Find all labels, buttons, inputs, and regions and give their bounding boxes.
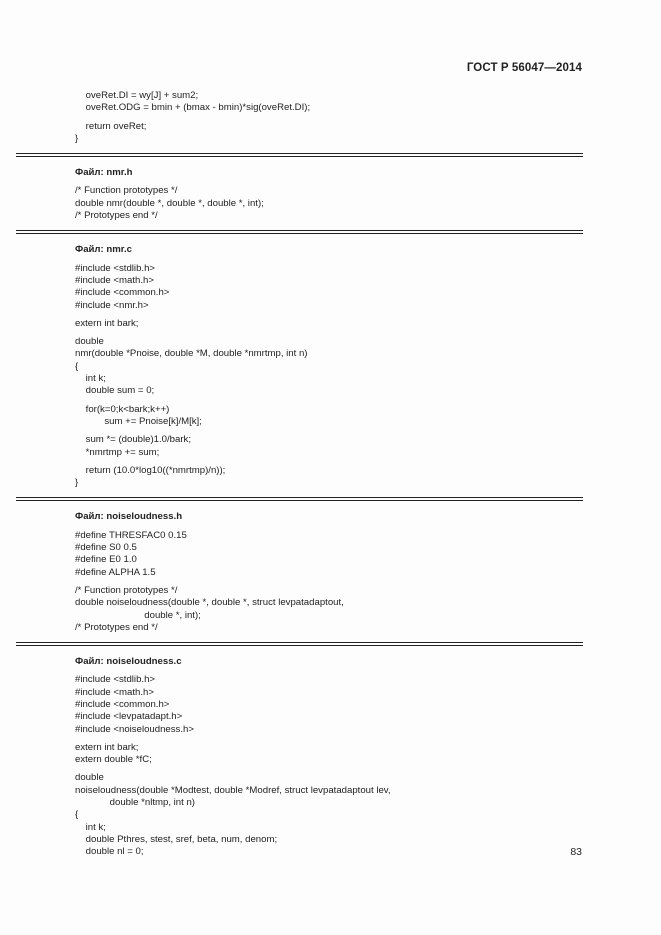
standard-header: ГОСТ Р 56047—2014 xyxy=(466,62,582,74)
section-divider xyxy=(16,230,583,234)
code-line: #define THRESFAC0 0.15 xyxy=(75,529,187,541)
code-line: int k; xyxy=(75,821,106,833)
file-title: Файл: nmr.h xyxy=(75,167,133,179)
code-line: oveRet.DI = wy[J] + sum2; xyxy=(75,90,199,101)
code-line: int k; xyxy=(75,373,106,385)
section-divider xyxy=(16,153,583,157)
code-line: { xyxy=(75,809,79,821)
code-line: #define S0 0.5 xyxy=(75,542,137,554)
code-line: } xyxy=(75,477,79,489)
code-line: return oveRet; xyxy=(75,120,147,132)
code-line: *nmrtmp += sum; xyxy=(75,446,160,458)
code-line: double nmr(double *, double *, double *, int); xyxy=(75,197,264,209)
code-line: double xyxy=(75,336,104,348)
page-number: 83 xyxy=(570,846,582,858)
code-line: oveRet.ODG = bmin + (bmax - bmin)*sig(oveRet.DI); xyxy=(75,102,311,114)
code-line: double sum = 0; xyxy=(75,385,155,397)
section-divider xyxy=(16,497,583,501)
code-line: #define E0 1.0 xyxy=(75,554,137,566)
code-line: { xyxy=(75,360,79,372)
code-line: double Pthres, stest, sref, beta, num, denom; xyxy=(75,833,278,845)
code-line: #include <stdlib.h> xyxy=(75,262,156,274)
code-line: #include <noiseloudness.h> xyxy=(75,723,194,735)
section-divider xyxy=(16,642,583,646)
document-body xyxy=(75,90,583,859)
code-line: #include <math.h> xyxy=(75,686,154,698)
code-line: #include <common.h> xyxy=(75,287,170,299)
code-line: double *nltmp, int n) xyxy=(75,797,195,809)
code-line: double *, int); xyxy=(75,609,201,621)
code-line: #include <levpatadapt.h> xyxy=(75,711,183,723)
code-line: #include <nmr.h> xyxy=(75,299,149,311)
code-line: double xyxy=(75,772,104,784)
code-line: extern int bark; xyxy=(75,741,139,753)
code-line: double noiseloudness(double *, double *, struct levpatadaptout, xyxy=(75,597,344,609)
code-line: sum *= (double)1.0/bark; xyxy=(75,434,191,446)
code-line: sum += Pnoise[k]/M[k]; xyxy=(75,415,202,427)
code-line: double nl = 0; xyxy=(75,846,144,858)
code-line: for(k=0;k<bark;k++) xyxy=(75,403,170,415)
code-line: /* Prototypes end */ xyxy=(75,621,158,633)
code-line: return (10.0*log10((*nmrtmp)/n)); xyxy=(75,464,226,476)
code-line: noiseloudness(double *Modtest, double *Modref, struct levpatadaptout lev, xyxy=(75,784,391,796)
code-line: } xyxy=(75,132,79,144)
code-line: /* Function prototypes */ xyxy=(75,584,178,596)
file-title: Файл: noiseloudness.c xyxy=(75,656,182,668)
code-line: nmr(double *Pnoise, double *M, double *nmrtmp, int n) xyxy=(75,348,308,360)
file-title: Файл: nmr.c xyxy=(75,244,132,256)
code-line: extern double *fC; xyxy=(75,754,152,766)
code-line: #include <common.h> xyxy=(75,698,170,710)
code-line: #define ALPHA 1.5 xyxy=(75,566,156,578)
code-line: /* Function prototypes */ xyxy=(75,185,178,197)
code-line: extern int bark; xyxy=(75,317,139,329)
code-line: #include <math.h> xyxy=(75,274,154,286)
file-title: Файл: noiseloudness.h xyxy=(75,511,183,523)
code-line: /* Prototypes end */ xyxy=(75,210,158,222)
code-line: #include <stdlib.h> xyxy=(75,674,156,686)
